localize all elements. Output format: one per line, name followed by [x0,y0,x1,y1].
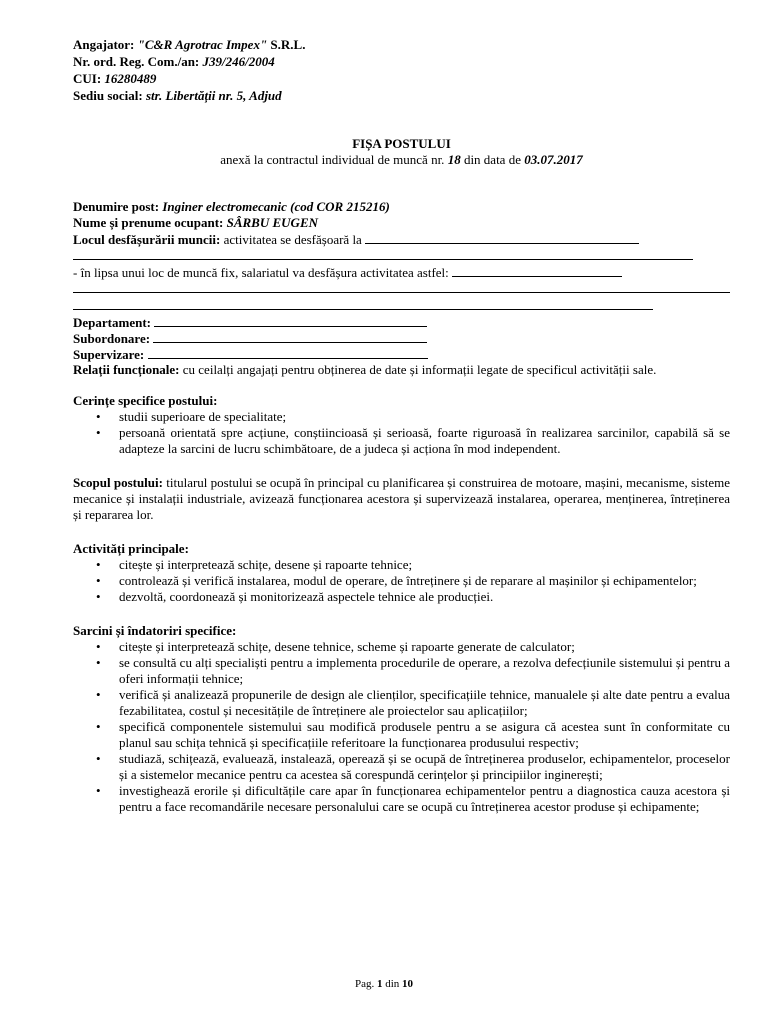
job-fields [73,199,730,378]
list-item [73,751,730,783]
requirements-list [73,409,730,457]
list-item-text: verifică și analizează propunerile de design ale clienților, specificațiile tehnice, manualele și alte date pentru a evalua fezabilitatea, costul și necesitățile de întreținere ale proiectelor sau aplicațiilor; [119,687,730,718]
list-item [73,639,730,655]
list-item-text: studii superioare de specialitate; [119,409,287,424]
footer-prefix: Pag. [354,978,377,990]
list-item-text: citește și interpretează schițe, desene și rapoarte tehnice; [119,557,413,572]
list-item [73,425,730,457]
bullet-icon: • [96,783,101,798]
list-item-text: specifică componentele sistemului sau modifică produsele pentru a se asigura că acestea sunt în conformitate cu planul sau schița tehnică și specificațiile referitoare la funcționarea produsului respectiv; [119,719,730,750]
duties-section [73,623,730,815]
occupant-value: SÂRBU EUGEN [226,215,318,230]
list-item [73,409,730,425]
seat-value: str. Libertății nr. 5, Adjud [145,88,282,103]
cui-label: CUI: [73,71,105,86]
scope-text: titularul postului se ocupă în principal cu planificarea și construirea de motoare, mașini, mecanisme, sisteme mecanice și instalații industriale, avizează funcționarea acestora și supervizează instalarea, operarea, menținerea, întreținerea și repararea lor. [73,475,731,522]
activities-list [73,557,730,605]
relations-text: cu ceilalți angajați pentru obținerea de date și informații legate de specificul activității sale. [179,362,657,377]
employer-line [73,37,730,54]
bullet-icon: • [96,751,101,766]
bullet-icon: • [96,687,101,702]
bullet-icon: • [96,573,101,588]
list-item-text: controlează și verifică instalarea, modul de operare, de întreținere și de reparare al mașinilor și echipamentelor; [119,573,697,588]
bullet-icon: • [96,589,101,604]
location-line [73,231,730,247]
requirements-section [73,393,730,457]
alt-location-blank-2 [73,280,730,293]
department-line [73,314,730,330]
subordination-line [73,330,730,346]
post-line [73,199,730,215]
list-item-text: investighează erorile și dificultățile care apar în funcționarea echipamentelor pentru a diagnostica cauza acestora și pentru a face recomandările necesare personalului care se ocupă cu întreținerea acestor produse și echipamente; [119,783,730,814]
subtitle-prefix: anexă la contractul individual de muncă nr. [220,152,448,167]
document-page [73,37,730,815]
registration-label: Nr. ord. Reg. Com./an: [73,54,203,69]
location-text: activitatea se desfășoară la [223,232,366,247]
registration-line [73,54,730,71]
department-blank [154,314,427,327]
alt-location-text: - în lipsa unui loc de muncă fix, salariatul va desfășura activitatea astfel: [73,265,453,280]
subtitle-mid: din data de [460,152,525,167]
footer-total-pages: 10 [402,978,414,990]
supervision-line [73,346,730,362]
location-label: Locul desfășurării muncii: [73,232,224,247]
occupant-label: Nume și prenume ocupant: [73,215,227,230]
seat-label: Sediu social: [73,88,146,103]
contract-date: 03.07.2017 [524,152,583,167]
activities-section [73,541,730,605]
page-footer [0,976,768,992]
document-title: FIȘA POSTULUI [352,136,451,151]
subordination-blank [153,330,427,343]
seat-line [73,88,730,105]
list-item-text: se consultă cu alți specialiști pentru a implementa procedurile de operare, a rezolva defecțiunile sistemului și pentru a oferi informații tehnice; [119,655,730,686]
list-item [73,557,730,573]
footer-mid: din [382,978,403,990]
location-blank-2 [73,247,693,260]
relations-paragraph [73,362,730,378]
registration-value: J39/246/2004 [202,54,275,69]
post-value: Inginer electromecanic (cod COR 215216) [162,199,390,214]
list-item-text: dezvoltă, coordonează și monitorizează aspectele tehnice ale producției. [119,589,494,604]
list-item-text: persoană orientată spre acțiune, conștiincioasă și serioasă, foarte riguroasă în realizarea sarcinilor, capabilă să se adapteze la sarcini de lucru schimbătoare, de a judeca și acționa în mod independent. [119,425,730,456]
list-item [73,687,730,719]
list-item [73,573,730,589]
alt-location-blank [452,264,622,277]
list-item-text: citește și interpretează schițe, desene tehnice, scheme și rapoarte generate de calculator; [119,639,575,654]
supervision-label: Supervizare: [73,347,148,362]
supervision-blank [148,346,428,359]
list-item-text: studiază, schițează, evaluează, instalează, operează și se ocupă de întreținerea produselor, echipamentelor, proceselor și a sistemelor mecanice pentru ca acestea să corespundă cerințelor și principiilor inginerești; [119,751,730,782]
activities-heading: Activități principale: [73,541,189,556]
alt-location-line [73,264,730,280]
contract-number: 18 [447,152,461,167]
employer-name: "C&R Agrotrac Impex" [137,37,268,52]
duties-heading: Sarcini și îndatoriri specifice: [73,623,237,638]
cui-value: 16280489 [104,71,157,86]
bullet-icon: • [96,557,101,572]
requirements-heading: Cerințe specifice postului: [73,393,218,408]
scope-paragraph [73,475,730,523]
employer-label: Angajator: [73,37,138,52]
bullet-icon: • [96,409,101,424]
post-label: Denumire post: [73,199,163,214]
duties-list [73,639,730,815]
alt-location-blank-3 [73,297,653,310]
list-item [73,783,730,815]
subordination-label: Subordonare: [73,331,154,346]
footer-page-number: 1 [376,978,383,990]
department-label: Departament: [73,315,155,330]
employer-suffix: S.R.L. [267,37,306,52]
bullet-icon: • [96,719,101,734]
bullet-icon: • [96,425,101,440]
relations-label: Relații funcționale: [73,362,180,377]
bullet-icon: • [96,655,101,670]
list-item [73,655,730,687]
occupant-line [73,215,730,231]
location-blank [365,231,639,244]
document-subtitle [73,152,730,168]
employer-header [73,37,730,105]
list-item [73,589,730,605]
list-item [73,719,730,751]
cui-line [73,71,730,88]
scope-label: Scopul postului: [73,475,163,490]
bullet-icon: • [96,639,101,654]
